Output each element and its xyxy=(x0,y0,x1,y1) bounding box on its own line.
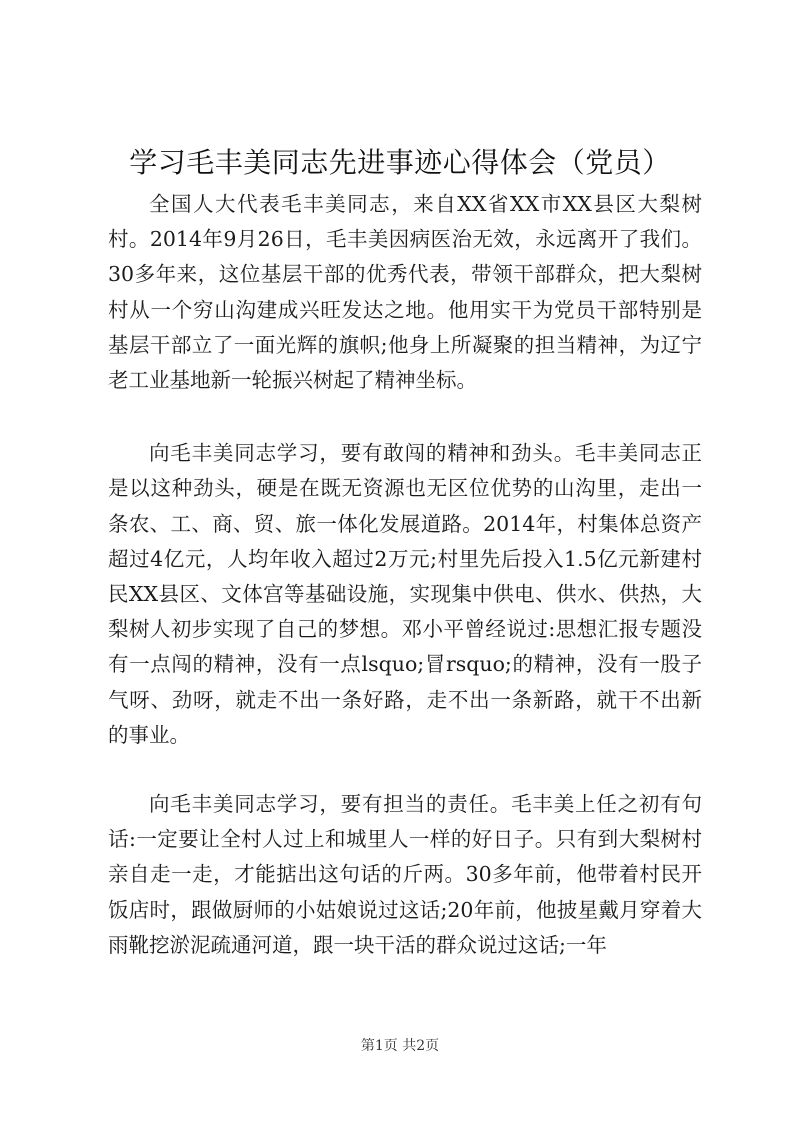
document-body xyxy=(108,187,702,963)
page-number-footer: 第1页 共2页 xyxy=(360,1038,440,1054)
document-title: 学习毛丰美同志先进事迹心得体会（党员） xyxy=(129,146,671,179)
paragraph-3: 向毛丰美同志学习，要有担当的责任。毛丰美上任之初有句话:一定要让全村人过上和城里人一样的好日子。只有到大梨树村亲自走一走，才能掂出这句话的斤两。30多年前，他带着村民开饭店时，跟做厨师的小姑娘说过这话;20年前，他披星戴月穿着大雨靴挖淤泥疏通河道，跟一块干活的群众说过这话;一年 xyxy=(108,792,702,957)
paragraph-1: 全国人大代表毛丰美同志，来自XX省XX市XX县区大梨树村。2014年9月26日，毛丰美因病医治无效，永远离开了我们。30多年来，这位基层干部的优秀代表，带领干部群众，把大梨树村从一个穷山沟建成兴旺发达之地。他用实干为党员干部特别是基层干部立了一面光辉的旗帜;他身上所凝聚的担当精神，为辽宁老工业基地新一轮振兴树起了精神坐标。 xyxy=(108,192,702,393)
paragraph-2: 向毛丰美同志学习，要有敢闯的精神和劲头。毛丰美同志正是以这种劲头，硬是在既无资源也无区位优势的山沟里，走出一条农、工、商、贸、旅一体化发展道路。2014年，村集体总资产超过4亿元，人均年收入超过2万元;村里先后投入1.5亿元新建村民XX县区、文体宫等基础设施，实现集中供电、供水、供热，大梨树人初步实现了自己的梦想。邓小平曾经说过:思想汇报专题没有一点闯的精神，没有一点lsquo;冒rsquo;的精神，没有一股子气呀、劲呀，就走不出一条好路，走不出一条新路，就干不出新的事业。 xyxy=(108,441,702,747)
